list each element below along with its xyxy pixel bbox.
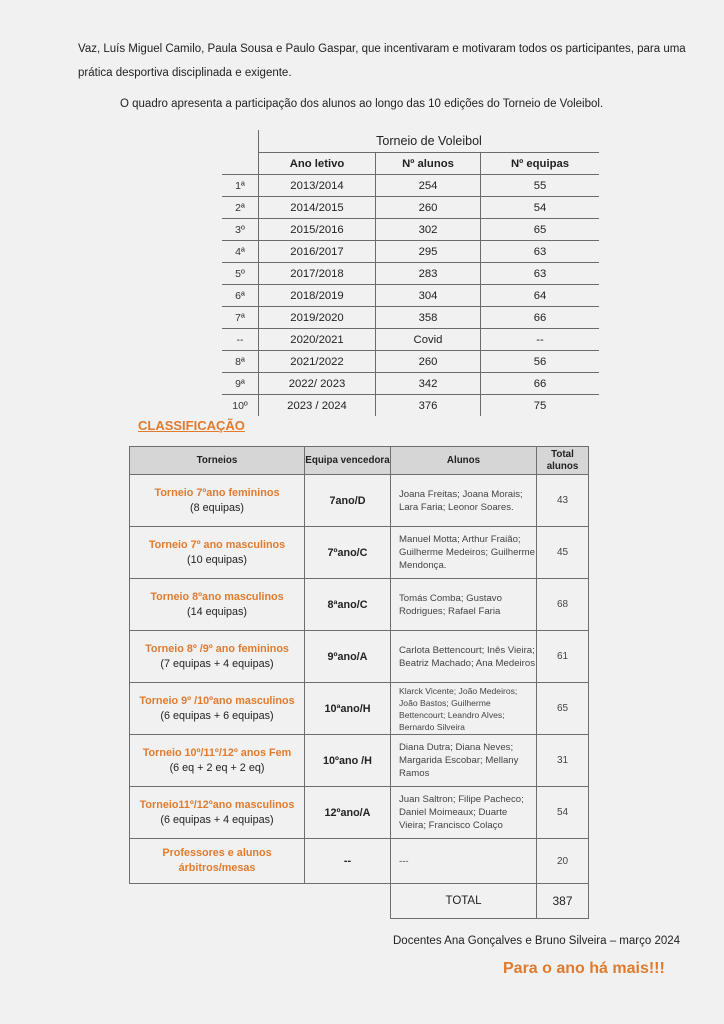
edition-cell: --: [222, 329, 259, 351]
header-students: Nº alunos: [376, 153, 481, 175]
edition-cell: 6ª: [222, 285, 259, 307]
tournament-name: Torneio 9º /10ºano masculinos: [139, 694, 295, 707]
header-tournaments: Torneios: [130, 447, 305, 475]
total-value: 387: [537, 884, 589, 919]
total-cell: 54: [537, 787, 589, 839]
students-cell: 376: [376, 395, 481, 417]
tournament-name: Torneio 10º/11º/12º anos Fem: [142, 746, 292, 759]
students-cell: 260: [376, 197, 481, 219]
students-cell: Joana Freitas; Joana Morais; Lara Faria; Leonor Soares.: [391, 475, 537, 527]
winner-cell: 8ªano/C: [305, 579, 391, 631]
table-row: [222, 175, 599, 197]
students-cell: 358: [376, 307, 481, 329]
teams-cell: 63: [481, 241, 600, 263]
year-cell: 2016/2017: [259, 241, 376, 263]
teams-cell: 66: [481, 373, 600, 395]
tournament-cell: [130, 683, 305, 735]
year-cell: 2018/2019: [259, 285, 376, 307]
table-row: [222, 197, 599, 219]
intro-line-1: Vaz, Luís Miguel Camilo, Paula Sousa e Paulo Gaspar, que incentivaram e motivaram todos os participantes, para uma: [78, 43, 686, 55]
edition-cell: 3º: [222, 219, 259, 241]
classification-header-row: [130, 447, 589, 475]
classification-table: [129, 446, 589, 919]
classification-row: [130, 839, 589, 884]
table-row: [222, 351, 599, 373]
year-cell: 2023 / 2024: [259, 395, 376, 417]
tournament-teams: (7 equipas + 4 equipas): [160, 657, 274, 670]
year-cell: 2020/2021: [259, 329, 376, 351]
table-title-row: [222, 130, 599, 153]
classification-title: CLASSIFICAÇÃO: [138, 418, 245, 433]
classification-row: [130, 631, 589, 683]
year-cell: 2022/ 2023: [259, 373, 376, 395]
tournament-teams: (6 equipas + 6 equipas): [160, 709, 274, 722]
table-row: [222, 395, 599, 417]
table-title: Torneio de Voleibol: [259, 130, 600, 153]
winner-cell: 7ano/D: [305, 475, 391, 527]
year-cell: 2014/2015: [259, 197, 376, 219]
total-label: TOTAL: [391, 884, 537, 919]
year-cell: 2021/2022: [259, 351, 376, 373]
table-header-row: [222, 153, 599, 175]
winner-cell: 10ªano/H: [305, 683, 391, 735]
table-row: [222, 263, 599, 285]
year-cell: 2017/2018: [259, 263, 376, 285]
total-cell: 43: [537, 475, 589, 527]
total-cell: 65: [537, 683, 589, 735]
year-cell: 2013/2014: [259, 175, 376, 197]
teams-cell: --: [481, 329, 600, 351]
table-row: [222, 307, 599, 329]
students-cell: 254: [376, 175, 481, 197]
teams-cell: 75: [481, 395, 600, 417]
classification-row: [130, 735, 589, 787]
winner-cell: 7ºano/C: [305, 527, 391, 579]
total-cell: 31: [537, 735, 589, 787]
students-cell: 295: [376, 241, 481, 263]
header-students: Alunos: [391, 447, 537, 475]
teams-cell: 55: [481, 175, 600, 197]
edition-cell: 5º: [222, 263, 259, 285]
tournament-teams: (14 equipas): [186, 605, 248, 618]
year-cell: 2015/2016: [259, 219, 376, 241]
teams-cell: 65: [481, 219, 600, 241]
table-row: [222, 241, 599, 263]
table-row: [222, 285, 599, 307]
tournament-teams: (6 eq + 2 eq + 2 eq): [169, 761, 265, 774]
tournament-name: Torneio 8ºano masculinos: [150, 590, 284, 603]
tournament-cell: [130, 787, 305, 839]
classification-row: [130, 579, 589, 631]
teams-cell: 54: [481, 197, 600, 219]
tournament-cell: [130, 631, 305, 683]
students-cell: Klarck Vicente; João Medeiros; João Bastos; Guilherme Bettencourt; Leandro Alves; Bernardo Silveira: [391, 683, 537, 735]
edition-cell: 4ª: [222, 241, 259, 263]
winner-cell: 9ºano/A: [305, 631, 391, 683]
students-cell: 260: [376, 351, 481, 373]
students-cell: Tomás Comba; Gustavo Rodrigues; Rafael Faria: [391, 579, 537, 631]
students-cell: Manuel Motta; Arthur Fraião; Guilherme Medeiros; Guilherme Mendonça.: [391, 527, 537, 579]
total-cell: 61: [537, 631, 589, 683]
table-row: [222, 373, 599, 395]
total-row: [130, 884, 589, 919]
students-cell: Diana Dutra; Diana Neves; Margarida Escobar; Mellany Ramos: [391, 735, 537, 787]
winner-cell: 10ºano /H: [305, 735, 391, 787]
students-cell: 283: [376, 263, 481, 285]
signature: Docentes Ana Gonçalves e Bruno Silveira – março 2024: [393, 935, 681, 947]
tournament-name: Professores e alunos árbitros/mesas: [162, 847, 272, 874]
students-cell: 304: [376, 285, 481, 307]
edition-cell: 7ª: [222, 307, 259, 329]
tournament-name: Torneio11º/12ºano masculinos: [139, 798, 295, 811]
classification-row: [130, 787, 589, 839]
students-cell: 302: [376, 219, 481, 241]
tournament-name: Torneio 7º ano masculinos: [148, 538, 286, 551]
teams-cell: 56: [481, 351, 600, 373]
tournament-cell: [130, 839, 305, 884]
edition-cell: 9ª: [222, 373, 259, 395]
table-row: [222, 329, 599, 351]
classification-row: [130, 683, 589, 735]
classification-row: [130, 527, 589, 579]
teams-cell: 63: [481, 263, 600, 285]
tournament-name: Torneio 8º /9º ano femininos: [145, 642, 289, 655]
intro-line-3: O quadro apresenta a participação dos alunos ao longo das 10 edições do Torneio de Voleibol.: [120, 98, 604, 110]
students-cell: 342: [376, 373, 481, 395]
edition-cell: 1ª: [222, 175, 259, 197]
volleyball-participation-table: [222, 130, 599, 416]
year-cell: 2019/2020: [259, 307, 376, 329]
tournament-teams: (6 equipas + 4 equipas): [160, 813, 274, 826]
edition-cell: 10º: [232, 399, 248, 412]
table-row: [222, 219, 599, 241]
students-cell: Juan Saltron; Filipe Pacheco; Daniel Moimeaux; Duarte Vieira; Francisco Colaço: [391, 787, 537, 839]
winner-cell: --: [305, 839, 391, 884]
winner-cell: 12ºano/A: [305, 787, 391, 839]
tournament-name: Torneio 7ºano femininos: [154, 486, 280, 499]
tournament-cell: [130, 579, 305, 631]
students-cell: ---: [391, 839, 537, 884]
tournament-cell: [130, 735, 305, 787]
header-total: Total alunos: [537, 447, 589, 475]
edition-cell: 8ª: [222, 351, 259, 373]
header-winner: Equipa vencedora: [305, 447, 391, 475]
classification-row: [130, 475, 589, 527]
total-cell: 68: [537, 579, 589, 631]
edition-cell: 2ª: [222, 197, 259, 219]
tournament-cell: [130, 527, 305, 579]
total-cell: 45: [537, 527, 589, 579]
teams-cell: 66: [481, 307, 600, 329]
intro-line-2: prática desportiva disciplinada e exigente.: [78, 67, 292, 79]
teams-cell: 64: [481, 285, 600, 307]
students-cell: Carlota Bettencourt; Inês Vieira; Beatriz Machado; Ana Medeiros: [391, 631, 537, 683]
total-cell: 20: [537, 839, 589, 884]
tournament-teams: (8 equipas): [189, 501, 245, 514]
header-year: Ano letivo: [259, 153, 376, 175]
tournament-teams: (10 equipas): [186, 553, 248, 566]
students-cell: Covid: [376, 329, 481, 351]
tournament-cell: [130, 475, 305, 527]
header-teams: Nº equipas: [481, 153, 600, 175]
slogan: Para o ano há mais!!!: [503, 960, 665, 977]
